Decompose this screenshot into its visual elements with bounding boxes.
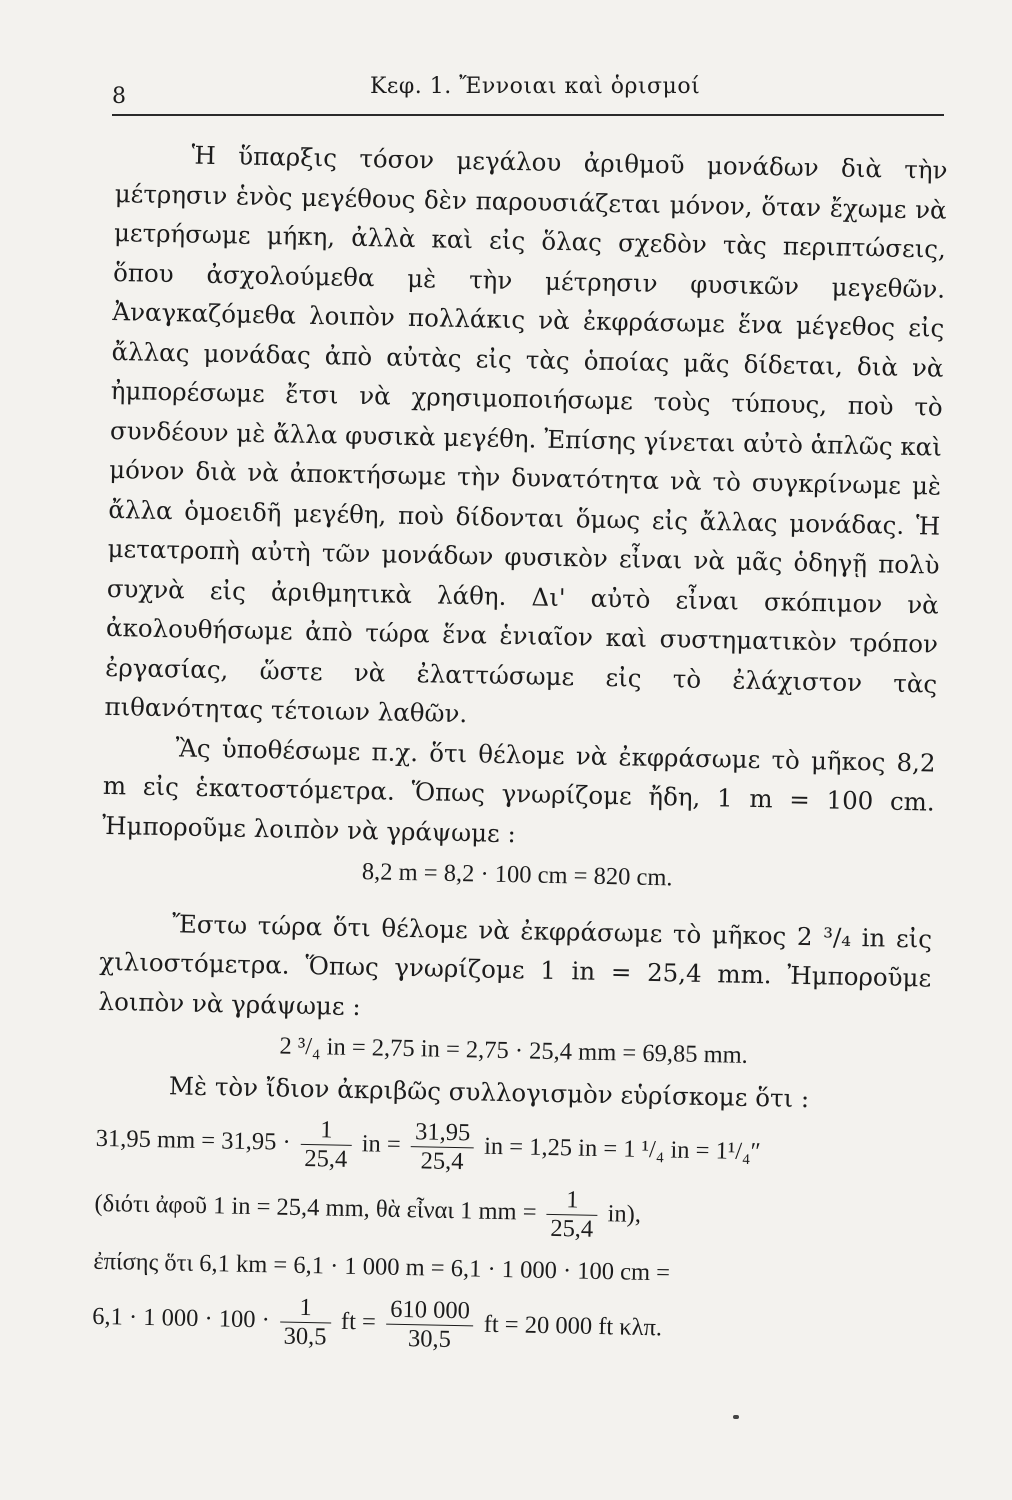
- fraction: [279, 1293, 331, 1351]
- fraction-denominator: 25,4: [420, 1147, 464, 1176]
- fraction-denominator: 30,5: [283, 1322, 327, 1350]
- body-text: [92, 134, 948, 1371]
- paragraph-2: Ἂς ὑποθέσωμε π.χ. ὅτι θέλομε νὰ ἐκφράσωμε τὸ μῆκος 8,2 m εἰς ἑκατοστόμετρα. Ὅπως γνωρίζομε ἤδη, 1 m = 100 cm. Ἠμποροῦμε λοιπὸν νὰ γράψωμε :: [101, 732, 936, 848]
- fraction: [300, 1116, 352, 1174]
- fraction-numerator: 1: [280, 1293, 331, 1323]
- fraction-numerator: 1: [547, 1186, 598, 1216]
- formula-3-mid: in =: [361, 1130, 402, 1159]
- page-header: [112, 74, 944, 116]
- formula-4: [94, 1177, 927, 1251]
- formula-5: ἐπίσης ὅτι 6,1 km = 6,1 · 1 000 m = 6,1 · 1 000 · 100 cm =: [93, 1247, 671, 1287]
- formula-6-lhs: 6,1 · 1 000 · 100 ·: [92, 1302, 271, 1333]
- formula-3: [95, 1112, 928, 1186]
- fraction-denominator: 30,5: [407, 1324, 452, 1353]
- fraction: [385, 1295, 474, 1354]
- formula-1: 8,2 m = 8,2 · 100 cm = 820 cm.: [361, 858, 673, 892]
- fraction: [546, 1186, 598, 1244]
- fraction-denominator: 25,4: [304, 1144, 348, 1173]
- formula-3-rhs: in = 1,25 in = 1 ¹/₄ in = 1¹/₄″: [483, 1132, 762, 1166]
- running-head: Κεφ. 1. Ἔννοιαι καὶ ὁρισμοί: [370, 74, 701, 99]
- page-number: 8: [112, 84, 126, 109]
- fraction-numerator: 610 000: [386, 1295, 474, 1326]
- formula-3-lhs: 31,95 mm = 31,95 ·: [95, 1124, 291, 1156]
- paragraph-1: Ἡ ὕπαρξις τόσον μεγάλου ἀριθμοῦ μονάδων διὰ τὴν μέτρησιν ἑνὸς μεγέθους δὲν παρουσιάζεται μόνον, ὅταν ἔχωμε νὰ μετρήσωμε μήκη, ἀλλὰ καὶ εἰς ὅλας σχεδὸν τὰς περιπτώσεις, ὅπου ἀσχολούμεθα μὲ τὴν μέτρησιν φυσικῶν μεγεθῶν. Ἀναγκαζόμεθα λοιπὸν πολλάκις νὰ ἐκφράσωμε ἕνα μέγεθος εἰς ἄλλας μονάδας ἀπὸ αὐτὰς εἰς τὰς ὁποίας μᾶς δίδεται, διὰ νὰ ἠμπορέσωμε ἔτσι νὰ χρησιμοποιήσωμε τοὺς τύπους, ποὺ τὸ συνδέουν μὲ ἄλλα φυσικὰ μεγέθη. Ἐπίσης γίνεται αὐτὸ ἁπλῶς καὶ μόνον διὰ νὰ ἀποκτήσωμε τὴν δυνατότητα νὰ τὸ συγκρίνωμε μὲ ἄλλα ὁμοειδῆ μεγέθη, ποὺ δίδονται ὅμως εἰς ἄλλας μονάδας. Ἡ μετατροπὴ αὐτὴ τῶν μονάδων φυσικὸν εἶναι νὰ μᾶς ὁδηγῇ πολὺ συχνὰ εἰς ἀριθμητικὰ λάθη. Δι' αὐτὸ εἶναι σκόπιμον νὰ ἀκολουθήσωμε ἀπὸ τώρα ἕνα ἑνιαῖον καὶ συστηματικὸν τρόπον ἐργασίας, ὥστε νὰ ἐλαττώσωμε εἰς τὸ ἐλάχιστον τὰς πιθανότητας τέτοιων λαθῶν.: [104, 140, 948, 729]
- fraction-numerator: 1: [301, 1116, 352, 1146]
- fraction-denominator: 25,4: [550, 1214, 594, 1243]
- formula-4-text: (διότι ἀφοῦ 1 in = 25,4 mm, θὰ εἶναι 1 mm =: [94, 1189, 537, 1226]
- formula-2: 2 ³/₄ in = 2,75 in = 2,75 · 25,4 mm = 69,85 mm.: [279, 1032, 749, 1069]
- fraction-numerator: 31,95: [411, 1118, 475, 1148]
- fraction: [410, 1118, 474, 1176]
- formula-6-mid: ft =: [340, 1307, 377, 1336]
- formula-4-end: in),: [607, 1200, 642, 1228]
- formula-6-rhs: ft = 20 000 ft κλπ.: [483, 1310, 663, 1341]
- ink-speck: [733, 1415, 739, 1419]
- paragraph-3: Ἔστω τώρα ὅτι θέλομε νὰ ἐκφράσωμε τὸ μῆκος 2 ³/₄ in εἰς χιλιοστόμετρα. Ὅπως γνωρίζομε 1 in = 25,4 mm. Ἠμποροῦμε λοιπὸν νὰ γράψωμε :: [98, 908, 933, 1021]
- formula-6: [92, 1289, 925, 1363]
- paragraph-4: Μὲ τὸν ἴδιον ἀκριβῶς συλλογισμὸν εὑρίσκομε ὅτι :: [168, 1070, 810, 1113]
